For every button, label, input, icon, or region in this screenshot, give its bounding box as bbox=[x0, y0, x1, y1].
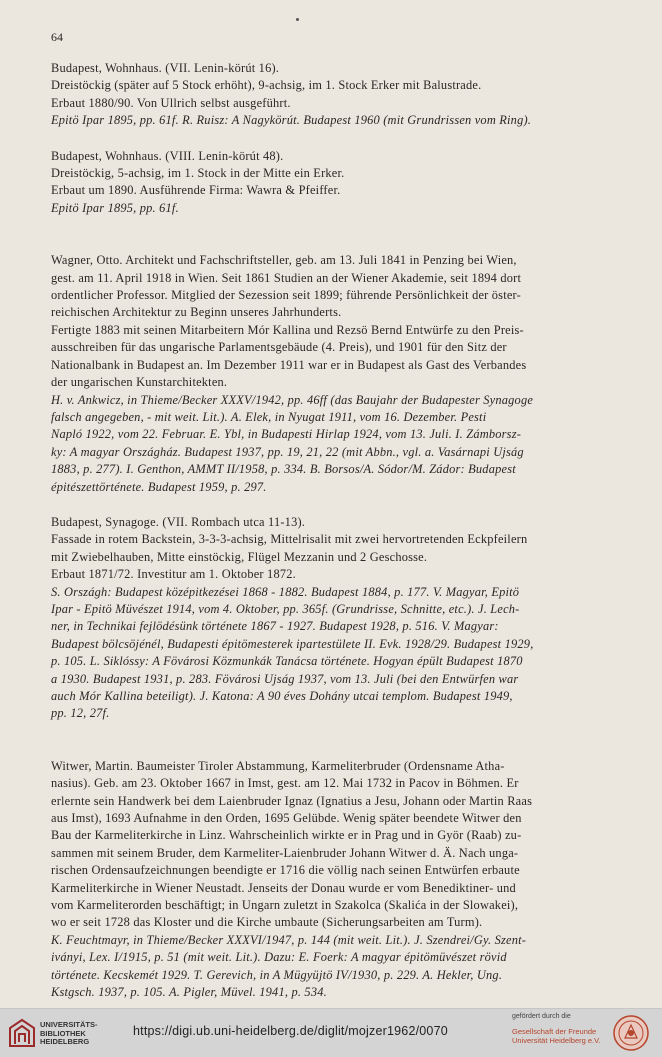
library-name-line: HEIDELBERG bbox=[40, 1037, 90, 1046]
entry-wohnhaus-vii bbox=[51, 60, 597, 130]
reference-line: Kstgsch. 1937, p. 105. A. Pigler, Müvel. 1941, p. 534. bbox=[51, 985, 327, 1000]
text-line: Erbaut um 1890. Ausführende Firma: Wawra & Pfeiffer. bbox=[51, 183, 341, 198]
reference-line: épitészettörténete. Budapest 1959, p. 297. bbox=[51, 479, 267, 494]
text-line: sammen mit seinem Bruder, dem Karmeliter-Laienbruder Johann Witwer d. Ä. Nach unga- bbox=[51, 845, 519, 860]
reference-line: Budapest bölcsöjénél, Budapesti épitömesterek ipartestülete II. Evk. 1928/29. Budapest 1929, bbox=[51, 636, 534, 651]
reference-line: S. Országh: Budapest középitkezései 1868 - 1882. Budapest 1884, p. 177. V. Magyar, Epitö bbox=[51, 584, 520, 599]
society-name[interactable] bbox=[512, 1027, 601, 1045]
funded-by-label: gefördert durch die bbox=[512, 1013, 571, 1020]
viewer-footer bbox=[0, 1008, 662, 1057]
reference-line: a 1930. Budapest 1931, p. 283. Fövárosi Ujság 1937, vom 13. Juli (bei den Entwürfen war bbox=[51, 671, 519, 686]
reference-line: falsch angegeben, - mit weit. Lit.). A. Elek, in Nyugat 1911, vom 16. Dezember. Pesti bbox=[51, 409, 487, 424]
scan-speck bbox=[296, 18, 299, 21]
text-line: Erbaut 1880/90. Von Ullrich selbst ausgeführt. bbox=[51, 95, 291, 110]
text-line: aus Imst), 1693 Aufnahme in den Orden, 1695 Gelübde. Wenig später beendete Witwer den bbox=[51, 811, 522, 826]
reference-line: Epitö Ipar 1895, pp. 61f. bbox=[51, 200, 179, 215]
text-line: Karmeliterkirche in Wiener Neustadt. Jenseits der Donau wurde er vom Benediktiner- und bbox=[51, 880, 516, 895]
text-line: mit Zwiebelhauben, Mitte einstöckig, Flügel Mezzanin und 2 Geschosse. bbox=[51, 549, 428, 564]
library-name-line: UNIVERSITÄTS- bbox=[40, 1020, 98, 1029]
text-line: reichischen Architektur zu Beginn unseres Jahrhunderts. bbox=[51, 305, 342, 320]
society-name-line: Gesellschaft der Freunde bbox=[512, 1027, 597, 1036]
entry-synagoge bbox=[51, 514, 597, 723]
text-line: Nationalbank in Budapest an. Im Dezember 1911 war er in Budapest als Gast des Verbandes bbox=[51, 357, 527, 372]
university-library-logo-icon[interactable] bbox=[8, 1018, 36, 1048]
entry-witwer-martin bbox=[51, 758, 597, 1002]
reference-line: ky: A magyar Országház. Budapest 1937, pp. 19, 21, 22 (mit Abbn., vgl. a. Vasárnapi Ujság bbox=[51, 444, 524, 459]
text-line: rischen Ordensaufzeichnungen beendigte er 1716 die völlig nach seinen Entwürfen erbaute bbox=[51, 863, 520, 878]
reference-line: p. 105. L. Siklóssy: A Fövárosi Közmunkák Tanácsa története. Hogyan épült Budapest 1870 bbox=[51, 654, 523, 669]
text-line: wo er seit 1728 das Kloster und die Kirche umbaute (Sicherungsarbeiten am Turm). bbox=[51, 915, 483, 930]
reference-line: K. Feuchtmayr, in Thieme/Becker XXXVI/1947, p. 144 (mit weit. Lit.). J. Szendrei/Gy. Szent- bbox=[51, 932, 527, 947]
reference-line: Napló 1922, vom 22. Februar. E. Ybl, in Budapesti Hirlap 1924, vom 13. Juli. I. Zámborsz- bbox=[51, 427, 522, 442]
text-line: ordentlicher Professor. Mitglied der Sezession seit 1899; führende Persönlichkeit der öster- bbox=[51, 288, 521, 303]
text-line: Dreistöckig, 5-achsig, im 1. Stock in der Mitte ein Erker. bbox=[51, 166, 345, 181]
text-line: vom Karmeliterorden beschäftigt; in Ungarn zuletzt in Szakolca (Skalića in der Slowakei), bbox=[51, 898, 519, 913]
text-line: Bau der Karmeliterkirche in Linz. Wahrscheinlich wirkte er in Prag und in Györ (Raab) zu- bbox=[51, 828, 522, 843]
reference-line: Ipar - Epitö Müvészet 1914, vom 4. Oktober, pp. 365f. (Grundrisse, Schnitte, etc.). J. Lech- bbox=[51, 601, 520, 616]
society-name-line: Universität Heidelberg e.V. bbox=[512, 1036, 601, 1045]
text-line: Erbaut 1871/72. Investitur am 1. Oktober 1872. bbox=[51, 567, 296, 582]
text-line: Budapest, Wohnhaus. (VII. Lenin-körút 16). bbox=[51, 61, 280, 75]
entry-wohnhaus-viii bbox=[51, 148, 597, 218]
text-line: Wagner, Otto. Architekt und Fachschriftsteller, geb. am 13. Juli 1841 in Penzing bei Wien, bbox=[51, 253, 517, 268]
university-seal-icon bbox=[612, 1014, 650, 1052]
reference-line: H. v. Ankwicz, in Thieme/Becker XXXV/1942, pp. 46ff (das Baujahr der Budapester Synagoge bbox=[51, 392, 534, 407]
text-line: Witwer, Martin. Baumeister Tiroler Abstammung, Karmeliterbruder (Ordensname Atha- bbox=[51, 758, 505, 773]
text-line: ausschreiben für das ungarische Parlamentsgebäude (4. Preis), und 1901 für den Sitz der bbox=[51, 340, 507, 355]
text-line: Dreistöckig (später auf 5 Stock erhöht), 9-achsig, im 1. Stock Erker mit Balustrade. bbox=[51, 78, 482, 93]
reference-line: története. Kecskemét 1929. T. Gerevich, in A Mügyüjtö IV/1930, p. 229. A. Hekler, Ung. bbox=[51, 967, 503, 982]
text-line: der ungarischen Kunstarchitekten. bbox=[51, 375, 228, 390]
permalink-url[interactable]: https://digi.ub.uni-heidelberg.de/diglit/mojzer1962/0070 bbox=[133, 1024, 448, 1038]
text-line: Budapest, Wohnhaus. (VIII. Lenin-körút 48). bbox=[51, 148, 284, 163]
text-line: gest. am 11. April 1918 in Wien. Seit 1861 Studien an der Wiener Akademie, seit 1894 dort bbox=[51, 270, 522, 285]
text-line: erlernte sein Handwerk bei dem Laienbruder Ignaz (Ignatius a Jesu, Johann oder Martin Raas bbox=[51, 793, 533, 808]
reference-line: ner, in Technikai fejlödésünk története 1867 - 1927. Budapest 1928, p. 516. V. Magyar: bbox=[51, 619, 499, 634]
reference-line: Epitö Ipar 1895, pp. 61f. R. Ruisz: A Nagykörút. Budapest 1960 (mit Grundrissen vom Ring). bbox=[51, 113, 532, 128]
entry-wagner-otto bbox=[51, 252, 597, 496]
text-line: Budapest, Synagoge. (VII. Rombach utca 11-13). bbox=[51, 514, 306, 529]
text-line: nasius). Geb. am 23. Oktober 1667 in Imst, gest. am 12. Mai 1732 in Pacov in Böhmen. Er bbox=[51, 776, 519, 791]
page-number: 64 bbox=[51, 30, 63, 44]
text-line: Fassade in rotem Backstein, 3-3-3-achsig, Mittelrisalit mit zwei hervortretenden Eckpfeilern bbox=[51, 532, 528, 547]
page-content bbox=[51, 60, 597, 1002]
reference-line: auch Mór Kallina beteiligt). J. Katona: A 90 éves Dohány utcai templom. Budapest 1949, bbox=[51, 689, 513, 703]
reference-line: iványi, Lex. I/1915, p. 51 (mit weit. Lit.). Dazu: E. Foerk: A magyar épitömüvészet rövid bbox=[51, 950, 507, 965]
university-library-name[interactable] bbox=[40, 1021, 98, 1047]
reference-line: 1883, p. 277). I. Genthon, AMMT II/1958, p. 334. B. Borsos/A. Sódor/M. Zádor: Budapest bbox=[51, 462, 516, 477]
reference-line: pp. 12, 27f. bbox=[51, 706, 110, 721]
text-line: Fertigte 1883 mit seinen Mitarbeitern Mór Kallina und Rezsö Bernd Entwürfe zu den Preis- bbox=[51, 322, 524, 337]
library-name-line: BIBLIOTHEK bbox=[40, 1028, 86, 1038]
